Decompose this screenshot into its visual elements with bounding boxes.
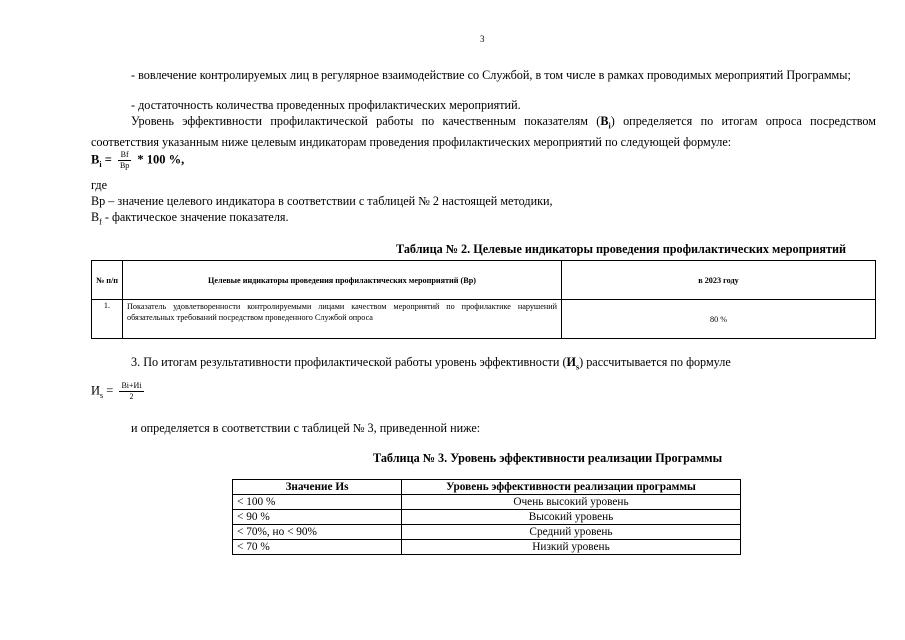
- cell-level: Очень высокий уровень: [402, 495, 741, 510]
- paragraph-efficiency-b: ) рассчитывается по формуле: [579, 355, 731, 369]
- paragraph-text-a: Уровень эффективности профилактической работы по качественным показателям (: [131, 114, 601, 128]
- paragraph-quality-indicators: [91, 113, 876, 150]
- formula-fraction: [118, 150, 131, 171]
- cell-value: 80 %: [562, 300, 876, 339]
- header-year: в 2023 году: [562, 261, 876, 300]
- paragraph-efficiency: [131, 354, 731, 375]
- formula2-lhs: И: [91, 383, 101, 398]
- formula-lhs: В: [91, 152, 100, 167]
- page-number: 3: [480, 34, 485, 44]
- where-line-vf: [91, 209, 289, 230]
- table-row: [233, 510, 741, 525]
- formula-rhs: * 100 %,: [137, 152, 185, 167]
- table-header-row: [92, 261, 876, 300]
- header-indicator: Целевые индикаторы проведения профилактических мероприятий (Вр): [123, 261, 562, 300]
- formula-numerator: Вf: [118, 150, 131, 161]
- cell-value: < 70%, но < 90%: [233, 525, 402, 540]
- variable-v-subscript: i: [608, 121, 611, 131]
- formula2-lhs-subscript: s: [100, 390, 104, 400]
- where-var-subscript: f: [99, 217, 102, 227]
- targets-table: [91, 260, 876, 339]
- cell-level: Средний уровень: [402, 525, 741, 540]
- header-number: № п/п: [92, 261, 123, 300]
- table2-title: Таблица № 2. Целевые индикаторы проведения профилактических мероприятий: [396, 242, 847, 256]
- formula2-numerator: Bi+Иi: [121, 381, 142, 390]
- cell-number: 1.: [92, 300, 123, 339]
- variable-i-subscript: s: [575, 362, 580, 372]
- variable-i: И: [566, 355, 576, 369]
- table-row: [233, 495, 741, 510]
- paragraph-efficiency-a: 3. По итогам результативности профилактической работы уровень эффективности (: [131, 355, 567, 369]
- cell-value: < 90 %: [233, 510, 402, 525]
- paragraph-text-b: ) определяется по итогам опроса посредством соответствия указанным ниже целевым индикаторам проведения профилактических мероприятий по следующей формуле:: [91, 114, 876, 150]
- table-row: [92, 300, 876, 339]
- formula-lhs-subscript: i: [99, 159, 102, 169]
- table-row: [233, 525, 741, 540]
- cell-level: Высокий уровень: [402, 510, 741, 525]
- formula-is: [91, 381, 147, 402]
- cell-value: < 70 %: [233, 540, 402, 555]
- where-label: где: [91, 178, 108, 192]
- formula2-equals: =: [106, 383, 114, 398]
- cell-level: Низкий уровень: [402, 540, 741, 555]
- table-header-row: [233, 480, 741, 495]
- cell-value: < 100 %: [233, 495, 402, 510]
- formula-vi: [91, 150, 184, 171]
- paragraph-table3-ref: и определяется в соответствии с таблицей № 3, приведенной ниже:: [131, 421, 481, 435]
- formula-denominator: Вр: [119, 161, 130, 170]
- formula-equals: =: [104, 152, 112, 167]
- where-line-text: - фактическое значение показателя.: [104, 210, 289, 224]
- efficiency-table: [232, 479, 741, 555]
- table-row: [233, 540, 741, 555]
- where-var-v: В: [91, 210, 100, 224]
- paragraph-involvement: - вовлечение контролируемых лиц в регулярное взаимодействие со Службой, в том числе в рамках проводимых мероприятий Программы;: [131, 68, 851, 82]
- paragraph-sufficiency: - достаточность количества проведенных профилактических мероприятий.: [131, 98, 521, 112]
- table3-title: Таблица № 3. Уровень эффективности реализации Программы: [373, 451, 723, 465]
- where-line-vp: Вр – значение целевого индикатора в соответствии с таблицей № 2 настоящей методики,: [91, 194, 553, 208]
- cell-indicator: Показатель удовлетворенности контролируемыми лицами качеством мероприятий по профилактике нарушений обязательных требований посредством проведенного Службой опроса: [123, 300, 562, 339]
- formula2-fraction: [119, 381, 143, 402]
- variable-v: В: [600, 114, 609, 128]
- formula2-denominator: 2: [129, 392, 134, 401]
- header-level: Уровень эффективности реализации программы: [402, 480, 741, 495]
- header-value: Значение Иs: [233, 480, 402, 495]
